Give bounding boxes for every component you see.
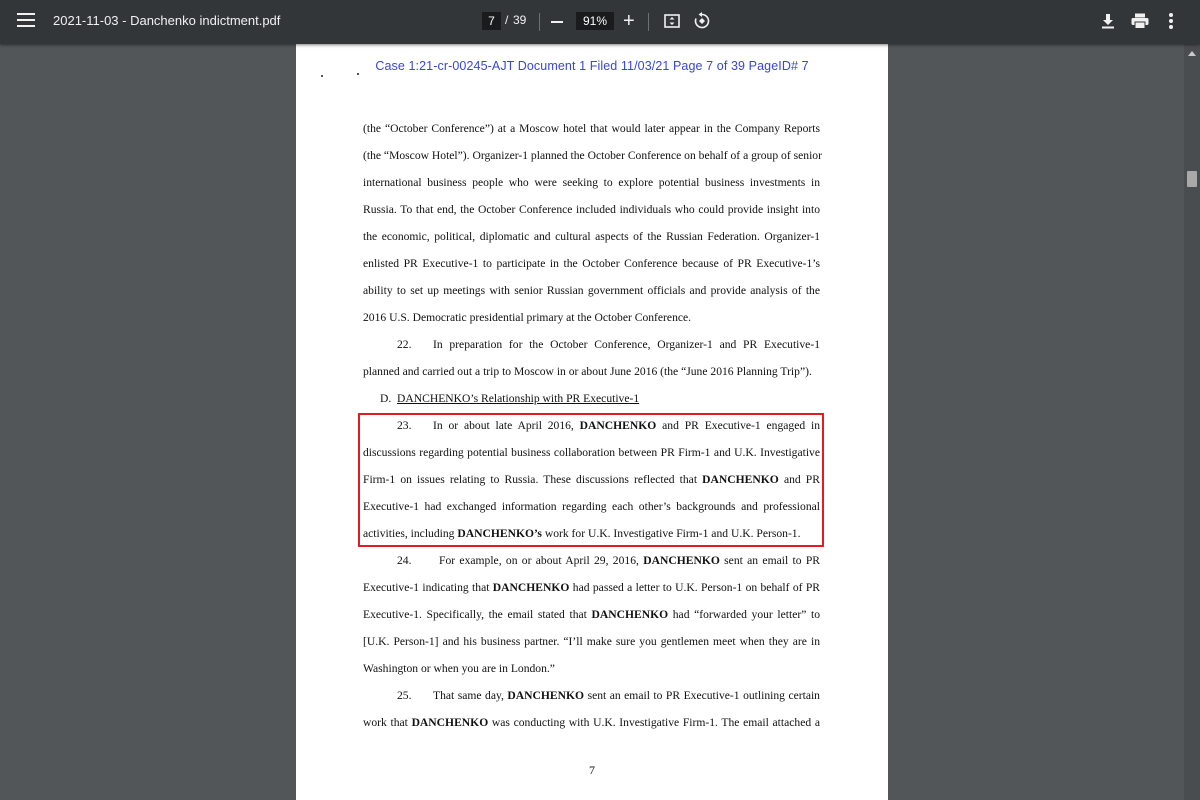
page-number-input[interactable]: 7 bbox=[482, 12, 501, 30]
text-line: ability to set up meetings with senior Russian government officials and provide analysis of the bbox=[363, 284, 820, 297]
text-line: (the “Moscow Hotel”). Organizer-1 planned the October Conference on behalf of a group of senior bbox=[363, 149, 822, 162]
fit-page-icon[interactable] bbox=[664, 13, 680, 29]
print-icon[interactable] bbox=[1131, 13, 1149, 29]
scan-speck bbox=[357, 73, 359, 75]
text-line: Russia. To that end, the October Conference included individuals who could provide insight into bbox=[363, 203, 820, 216]
text-line: Executive-1. Specifically, the email stated that DANCHENKO had “forwarded your letter” to bbox=[363, 608, 820, 621]
text-line: 2016 U.S. Democratic presidential primary at the October Conference. bbox=[363, 311, 692, 324]
page-separator: / bbox=[505, 13, 509, 27]
download-icon[interactable] bbox=[1101, 13, 1115, 29]
scrollbar-thumb[interactable] bbox=[1187, 171, 1197, 187]
paragraph-number: 24. bbox=[397, 554, 412, 567]
text-line: planned and carried out a trip to Moscow in or about June 2016 (the “June 2016 Planning Trip”). bbox=[363, 365, 812, 378]
text-line: That same day, DANCHENKO sent an email to PR Executive-1 outlining certain bbox=[433, 689, 820, 702]
paragraph-number: 25. bbox=[397, 689, 412, 702]
paragraph-number: 22. bbox=[397, 338, 412, 351]
zoom-input[interactable]: 91% bbox=[576, 12, 614, 30]
text-line: (the “October Conference”) at a Moscow hotel that would later appear in the Company Reports bbox=[363, 122, 820, 135]
text-line: [U.K. Person-1] and his business partner. “I’ll make sure you gentlemen meet when they are in bbox=[363, 635, 820, 648]
scroll-up-arrow-icon[interactable] bbox=[1188, 51, 1196, 56]
text-line: For example, on or about April 29, 2016, DANCHENKO sent an email to PR bbox=[439, 554, 820, 567]
text-line: Executive-1 indicating that DANCHENKO had passed a letter to U.K. Person-1 on behalf of PR bbox=[363, 581, 820, 594]
zoom-in-icon[interactable]: + bbox=[623, 10, 635, 32]
more-vert-icon[interactable] bbox=[1168, 12, 1174, 30]
toolbar-divider bbox=[539, 13, 540, 31]
text-line: international business people who were seeking to explore potential business investments in bbox=[363, 176, 820, 189]
section-heading bbox=[363, 391, 820, 407]
text-line: enlisted PR Executive-1 to participate in the October Conference because of PR Executive-1’s bbox=[363, 257, 820, 270]
text-line: In or about late April 2016, DANCHENKO and PR Executive-1 engaged in bbox=[433, 419, 820, 432]
toolbar-divider bbox=[648, 13, 649, 31]
case-header: Case 1:21-cr-00245-AJT Document 1 Filed 11/03/21 Page 7 of 39 PageID# 7 bbox=[375, 59, 809, 73]
scrollbar-track[interactable] bbox=[1184, 44, 1200, 800]
text-line: Firm-1 on issues relating to Russia. These discussions reflected that DANCHENKO and PR bbox=[363, 473, 820, 486]
page-total: 39 bbox=[513, 13, 527, 27]
text-line: activities, including DANCHENKO’s work for U.K. Investigative Firm-1 and U.K. Person-1. bbox=[363, 527, 801, 540]
text-line: discussions regarding potential business collaboration between PR Firm-1 and U.K. Investigative bbox=[363, 446, 820, 459]
rotate-icon[interactable] bbox=[693, 12, 711, 30]
paragraph-number: 23. bbox=[397, 419, 412, 432]
scan-speck bbox=[321, 75, 323, 77]
text-line: the economic, political, diplomatic and cultural aspects of the Russian Federation. Organizer-1 bbox=[363, 230, 820, 243]
pdf-toolbar bbox=[0, 0, 1200, 44]
zoom-out-icon[interactable] bbox=[551, 21, 563, 23]
menu-icon[interactable] bbox=[17, 13, 35, 29]
text-line: work that DANCHENKO was conducting with U.K. Investigative Firm-1. The email attached a bbox=[363, 716, 820, 729]
text-line: Washington or when you are in London.” bbox=[363, 662, 555, 675]
section-letter: D. bbox=[380, 392, 392, 405]
highlight-annotation bbox=[358, 413, 824, 547]
pdf-page bbox=[296, 44, 888, 800]
page-footer-number: 7 bbox=[589, 763, 595, 777]
text-line: In preparation for the October Conference, Organizer-1 and PR Executive-1 bbox=[433, 338, 820, 351]
document-title: 2021-11-03 - Danchenko indictment.pdf bbox=[53, 13, 281, 28]
text-line: Executive-1 had exchanged information regarding each other’s backgrounds and professional bbox=[363, 500, 820, 513]
section-title: DANCHENKO’s Relationship with PR Executive-1 bbox=[397, 392, 640, 405]
